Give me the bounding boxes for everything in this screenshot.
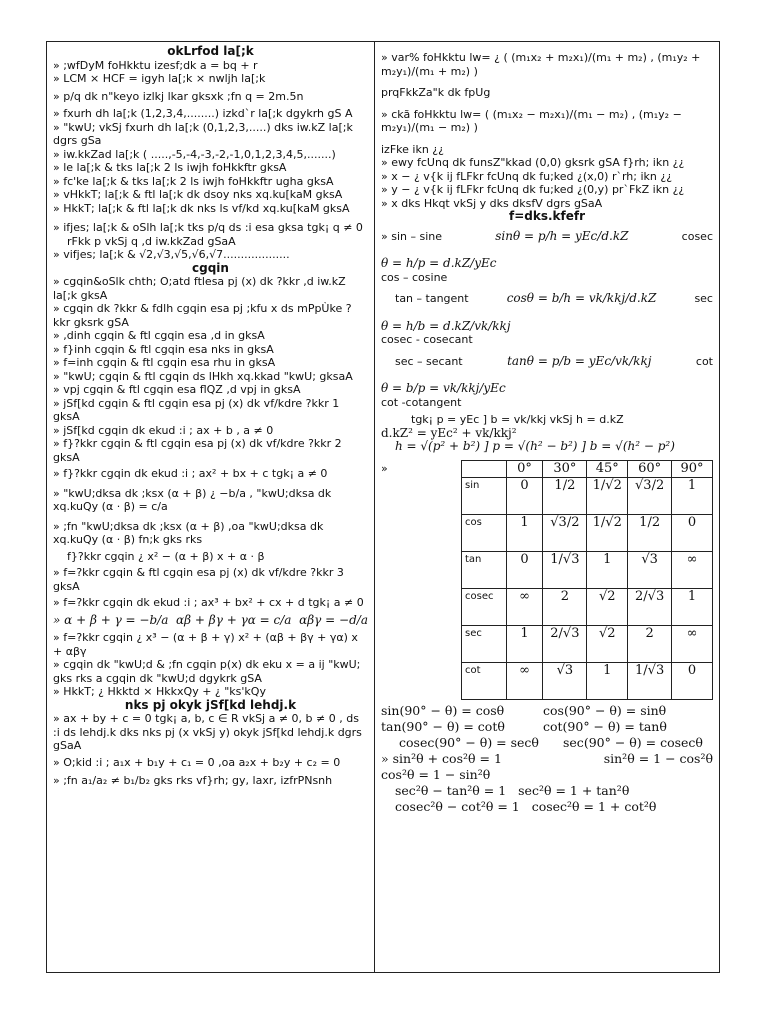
text-line: » ewy fcUnq dk funsZ"kkad (0,0) gksrk gSA f}rh; ikn ¿¿ <box>381 156 685 169</box>
text-line: » cgqin&oSlk chth; O;atd ftlesa pj (x) dk ?kkr ,d iw.kZ la[;k gksA <box>53 275 346 302</box>
section-heading-linear-equations: nks pj okyk jSf[kd lehdj.k <box>124 697 297 712</box>
text-line: » fxurh dh la[;k (1,2,3,4,........) izkd`r la[;k dgykrh gS A <box>53 107 353 120</box>
text-line: » ,dinh cgqin & ftl cgqin esa ,d in gksA <box>53 329 265 342</box>
formula: θ = b/p = vk/kkj/yEc <box>381 381 506 395</box>
text-line: » ax + by + c = 0 tgk¡ a, b, c ∈ R vkSj a ≠ 0, b ≠ 0 , ds :i ds lehdj.k dks nks pj (x vkSj y) okyk jSf[kd lehdj.k dgrs gSaA <box>53 712 362 752</box>
table-cell: 1/√2 <box>587 514 628 551</box>
text-line: » "kwU; cgqin & ftl cgqin ds lHkh xq.kkad "kwU; gksaA <box>53 369 353 383</box>
text-line: sec <box>694 292 713 305</box>
table-cell: 2 <box>543 588 587 625</box>
table-cell: 1 <box>672 588 713 625</box>
table-header-row <box>462 460 713 477</box>
table-cell: 2/√3 <box>628 588 672 625</box>
row-label: sec <box>462 625 507 662</box>
identity-row <box>381 703 713 719</box>
table-cell: 1/√2 <box>587 477 628 514</box>
identity: tan(90° − θ) = cotθ <box>381 718 505 734</box>
identity-row <box>381 719 713 735</box>
text-line: » vifjes; la[;k & √2,√3,√5,√6,√7................... <box>53 248 290 261</box>
table-cell: ∞ <box>506 588 543 625</box>
row-label: cos <box>462 514 507 551</box>
pairwise-product: αβ + βγ + γα = c/a <box>176 612 292 627</box>
identity-row <box>381 735 713 751</box>
identity: cos²θ = 1 − sin²θ <box>381 766 491 782</box>
table-row <box>462 625 713 662</box>
identity-row <box>381 783 713 799</box>
text-line: tgk¡ p = yEc ] b = vk/kkj vkSj h = d.kZ <box>411 413 624 426</box>
sum-of-zeros: » α + β + γ = −b/a <box>53 612 169 627</box>
text-line: » sin – sine <box>381 229 443 243</box>
formula: θ = h/p = d.kZ/yEc <box>381 256 497 270</box>
text-line: » vpj cgqin & ftl cgqin esa flQZ ,d vpj in gksA <box>53 383 301 396</box>
text-line: » x − ¿ v{k ij fLFkr fcUnq dk fu;ked ¿(x,0) r`rh; ikn ¿¿ <box>381 169 673 183</box>
trig-value-table <box>461 460 713 700</box>
table-header-cell <box>462 460 507 477</box>
table-cell: 1 <box>506 625 543 662</box>
table-cell: √3/2 <box>628 477 672 514</box>
table-cell: 2 <box>628 625 672 662</box>
table-cell: 1 <box>672 477 713 514</box>
text-line: » f}?kkr cgqin dk ekud :i ; ax² + bx + c tgk¡ a ≠ 0 <box>53 467 328 480</box>
table-cell: 0 <box>506 551 543 588</box>
table-cell: 1/√3 <box>628 662 672 699</box>
table-header-cell: 30° <box>543 460 587 477</box>
complementary-identities <box>381 703 713 815</box>
table-cell: 1/2 <box>543 477 587 514</box>
identity: sec²θ − tan²θ = 1 <box>395 782 507 798</box>
text-line: » HkkT; la[;k & ftl la[;k dk nks ls vf/kd xq.ku[kaM gksA <box>53 201 350 215</box>
identity: » sin²θ + cos²θ = 1 <box>381 750 502 766</box>
formula: tanθ = p/b = yEc/vk/kkj <box>507 353 652 368</box>
formula: h = √(p² + b²) ] p = √(h² − b²) ] b = √(h² − p²) <box>395 439 675 453</box>
identity: cosec²θ = 1 + cot²θ <box>531 798 657 814</box>
notes-sheet <box>46 41 720 973</box>
table-header-cell: 60° <box>628 460 672 477</box>
row-label: tan <box>462 551 507 588</box>
text-line: cot <box>695 354 713 368</box>
product-of-zeros: αβγ = −d/a <box>299 612 368 627</box>
table-cell: 1/2 <box>628 514 672 551</box>
text-line: sec – secant <box>395 354 463 368</box>
text-line: » cgqin dk ?kkr & fdlh cgqin esa pj ;kfu x ds mPpÙke ?kkr gksrk gSA <box>53 302 352 329</box>
table-row <box>462 662 713 699</box>
text-line: » var% foHkktu lw= ¿ ( (m₁x₂ + m₂x₁)/(m₁ + m₂) , (m₁y₂ + m₂y₁)/(m₁ + m₂) ) <box>381 51 701 78</box>
left-column <box>47 42 375 972</box>
table-cell: ∞ <box>672 551 713 588</box>
table-cell: 1 <box>506 514 543 551</box>
text-line: » "kwU;dksa dk ;ksx (α + β) ¿ −b/a , "kwU;dksa dk xq.kuQy (α · β) = c/a <box>53 486 332 513</box>
table-cell: 1 <box>587 551 628 588</box>
table-row <box>462 588 713 625</box>
text-line: f}?kkr cgqin ¿ x² − (α + β) x + α · β <box>67 549 265 563</box>
text-line: » jSf[kd cgqin & ftl cgqin esa pj (x) dk vf/kdre ?kkr 1 gksA <box>53 396 340 423</box>
table-cell: ∞ <box>506 662 543 699</box>
text-line: cot -cotangent <box>381 395 462 409</box>
formula: d.kZ² = yEc² + vk/kkj² <box>381 425 517 440</box>
text-line: » x dks Hkqt vkSj y dks dksfV dgrs gSaA <box>381 196 603 210</box>
text-line: cos – cosine <box>381 270 448 284</box>
text-line: prqFkkZa"k dk fpUg <box>381 86 491 99</box>
table-cell: √2 <box>587 588 628 625</box>
text-line: » le la[;k & tks la[;k 2 ls iwjh foHkkftr gksA <box>53 161 287 174</box>
row-label: cosec <box>462 588 507 625</box>
text-line: » fc'ke la[;k & tks la[;k 2 ls iwjh foHkkftr ugha gksA <box>53 174 334 188</box>
right-column <box>375 42 719 972</box>
text-line: izFke ikn ¿¿ <box>381 142 444 156</box>
table-cell: 0 <box>672 662 713 699</box>
text-line: tan – tangent <box>395 292 469 305</box>
identity: sec(90° − θ) = cosecθ <box>563 734 703 750</box>
identity: sec²θ = 1 + tan²θ <box>518 782 630 798</box>
row-label: cot <box>462 662 507 699</box>
section-heading-polynomials: cgqin <box>192 260 229 275</box>
text-line: » f}inh cgqin & ftl cgqin esa nks in gksA <box>53 342 274 356</box>
text-line: » ;wfDyM foHkktu izesf;dk a = bq + r <box>53 58 258 72</box>
trig-row <box>381 292 713 306</box>
identity: cot(90° − θ) = tanθ <box>543 718 667 734</box>
formula: sinθ = p/h = yEc/d.kZ <box>495 228 629 243</box>
text-line: cosec <box>681 229 713 243</box>
identity-row <box>381 799 713 815</box>
trig-row <box>381 355 713 369</box>
table-cell: √3 <box>543 662 587 699</box>
text-line: » f=?kkr cgqin dk ekud :i ; ax³ + bx² + cx + d tgk¡ a ≠ 0 <box>53 596 364 609</box>
text-line: rFkk p vkSj q ,d iw.kkZad gSaA <box>67 234 236 248</box>
table-cell: 1/√3 <box>543 551 587 588</box>
text-line: » "kwU; vkSj fxurh dh la[;k (0,1,2,3,.....) dks iw.kZ la[;k dgrs gSa <box>53 120 353 147</box>
identity: cos(90° − θ) = sinθ <box>543 702 667 718</box>
text-line: » cgqin dk "kwU;d & ;fn cgqin p(x) dk eku x = a ij "kwU; gks rks a cgqin dk "kwU;d dgykrk gSA <box>53 658 361 685</box>
table-cell: 1 <box>587 662 628 699</box>
formula: cosθ = b/h = vk/kkj/d.kZ <box>506 291 657 305</box>
text-line: » f=?kkr cgqin & ftl cgqin esa pj (x) dk vf/kdre ?kkr 3 gksA <box>53 566 344 593</box>
identity: sin(90° − θ) = cosθ <box>381 702 505 718</box>
table-cell: ∞ <box>672 625 713 662</box>
text-line: » ckã foHkktu lw= ( (m₁x₂ − m₂x₁)/(m₁ − m₂) , (m₁y₂ − m₂y₁)/(m₁ − m₂) ) <box>381 107 682 134</box>
table-row <box>462 551 713 588</box>
section-heading-real-numbers: okLrfod la[;k <box>167 44 254 58</box>
formula: θ = h/b = d.kZ/vk/kkj <box>381 318 511 333</box>
text-line: » y − ¿ v{k ij fLFkr fcUnq dk fu;ked ¿(0,y) pr`FkZ ikn ¿¿ <box>381 183 685 196</box>
table-cell: 0 <box>506 477 543 514</box>
text-line: » f=?kkr cgqin ¿ x³ − (α + β + γ) x² + (αβ + βγ + γα) x + αβγ <box>53 631 358 658</box>
identity-row <box>381 751 713 767</box>
trig-row <box>381 230 713 244</box>
table-cell: 2/√3 <box>543 625 587 662</box>
text-line: » iw.kkZad la[;k ( .....,-5,-4,-3,-2,-1,0,1,2,3,4,5,.......) <box>53 147 336 161</box>
table-header-cell: 45° <box>587 460 628 477</box>
text-line: » O;kid :i ; a₁x + b₁y + c₁ = 0 ,oa a₂x + b₂y + c₂ = 0 <box>53 755 341 769</box>
table-header-cell: 90° <box>672 460 713 477</box>
identity: sin²θ = 1 − cos²θ <box>603 750 713 766</box>
text-line: » f=inh cgqin & ftl cgqin esa rhu in gksA <box>53 356 276 369</box>
text-line: cosec - cosecant <box>381 333 473 346</box>
table-cell: √3/2 <box>543 514 587 551</box>
cubic-zero-relations <box>53 614 368 628</box>
table-row <box>462 514 713 551</box>
identity: cosec²θ − cot²θ = 1 <box>395 798 520 814</box>
text-line: » LCM × HCF = igyh la[;k × nwljh la[;k <box>53 72 266 85</box>
table-cell: √2 <box>587 625 628 662</box>
text-line: » ifjes; la[;k & oSlh la[;k tks p/q ds :i esa gksa tgk¡ q ≠ 0 <box>53 221 363 234</box>
text-line: » f}?kkr cgqin & ftl cgqin esa pj (x) dk vf/kdre ?kkr 2 gksA <box>53 437 342 464</box>
section-heading-trigonometry: f=dks.kfefr <box>508 209 586 223</box>
table-cell: √3 <box>628 551 672 588</box>
identity: cosec(90° − θ) = secθ <box>399 734 539 750</box>
table-header-cell: 0° <box>506 460 543 477</box>
text-line: » jSf[kd cgqin dk ekud :i ; ax + b , a ≠ 0 <box>53 423 274 437</box>
row-label: sin <box>462 477 507 514</box>
identity-row <box>381 767 713 783</box>
text-line: » ;fn "kwU;dksa dk ;ksx (α + β) ,oa "kwU;dksa dk xq.kuQy (α · β) fn;k gks rks <box>53 519 324 546</box>
text-line: » p/q dk n"keyo izlkj lkar gksxk ;fn q = 2m.5n <box>53 89 304 103</box>
bullet: » <box>381 461 388 475</box>
text-line: » HkkT; ¿ Hkktd × HkkxQy + ¿ "ks'kQy <box>53 685 266 698</box>
text-line: » ;fn a₁/a₂ ≠ b₁/b₂ gks rks vf}rh; gy, laxr, izfrPNsnh <box>53 774 333 787</box>
table-cell: 0 <box>672 514 713 551</box>
trig-table-wrap <box>381 460 713 700</box>
text-line: » vHkkT; la[;k & ftl la[;k dk dsoy nks xq.ku[kaM gksA <box>53 188 343 201</box>
table-row <box>462 477 713 514</box>
